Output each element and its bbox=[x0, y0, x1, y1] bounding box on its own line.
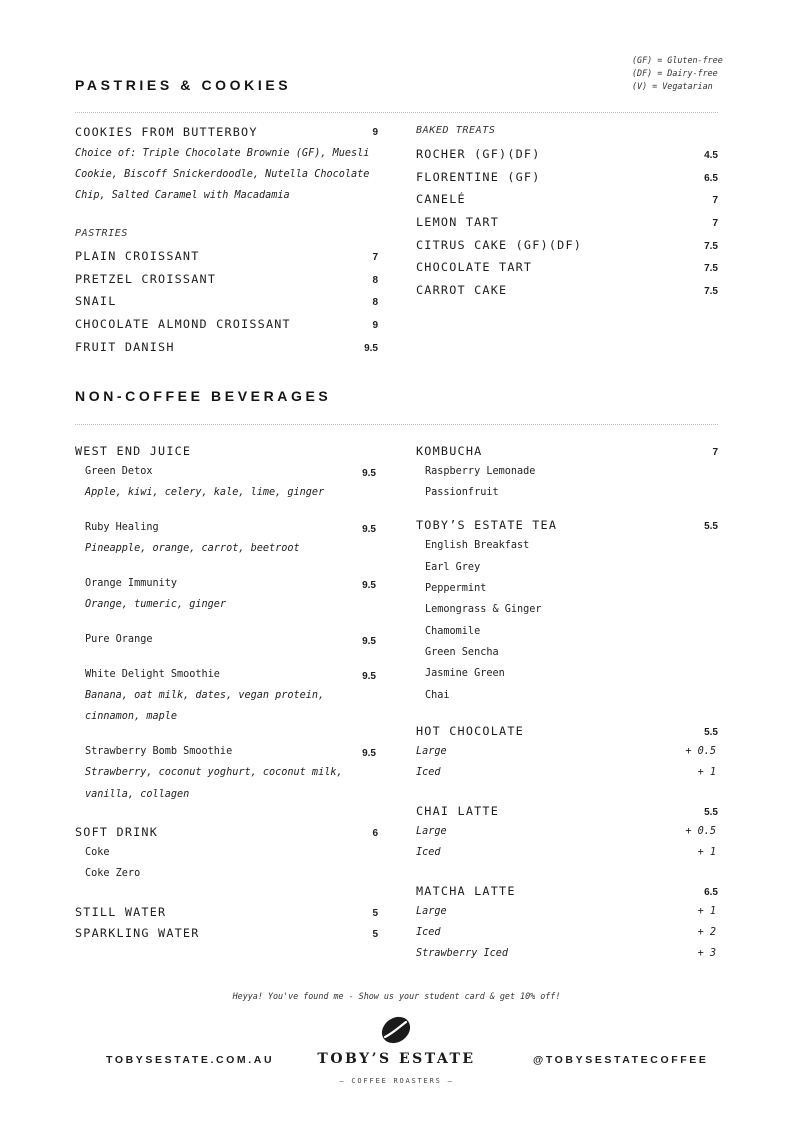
juice-description: vanilla, collagen bbox=[85, 789, 190, 800]
juice-description: Apple, kiwi, celery, kale, lime, ginger bbox=[85, 487, 325, 498]
coffee-bean-icon bbox=[379, 1014, 413, 1046]
item-description: Cookie, Biscoff Snickerdoodle, Nutella Chocolate bbox=[75, 169, 370, 180]
item-description: Chip, Salted Caramel with Macadamia bbox=[75, 190, 290, 201]
item-price: 5.5 bbox=[704, 521, 718, 532]
extra-price: + 1 bbox=[697, 767, 716, 778]
tea-option: Chai bbox=[425, 690, 450, 701]
item-price: 9 bbox=[372, 320, 378, 331]
extra-option: Large bbox=[416, 746, 447, 757]
item-price: 4.5 bbox=[704, 150, 718, 161]
item-price: 7 bbox=[712, 195, 718, 206]
dietary-legend bbox=[632, 54, 723, 93]
drink-option: Coke bbox=[85, 847, 110, 858]
item-name: FLORENTINE (GF) bbox=[416, 170, 541, 184]
item-name: CARROT CAKE bbox=[416, 283, 508, 297]
item-price: 9 bbox=[372, 127, 378, 138]
item-price: 5 bbox=[372, 929, 378, 940]
item-name: LEMON TART bbox=[416, 215, 500, 229]
item-price: 5 bbox=[372, 908, 378, 919]
item-name: PLAIN CROISSANT bbox=[75, 249, 200, 263]
tea-option: Chamomile bbox=[425, 626, 481, 637]
section-title-pastries: PASTRIES & COOKIES bbox=[75, 77, 292, 93]
item-name: CHAI LATTE bbox=[416, 804, 500, 818]
item-name: MATCHA LATTE bbox=[416, 884, 516, 898]
category-label: BAKED TREATS bbox=[416, 125, 496, 136]
tea-option: English Breakfast bbox=[425, 540, 530, 551]
tea-option: Green Sencha bbox=[425, 647, 499, 658]
item-name: CHOCOLATE ALMOND CROISSANT bbox=[75, 317, 291, 331]
item-price: 5.5 bbox=[704, 727, 718, 738]
section-divider bbox=[75, 112, 718, 113]
item-price: 9.5 bbox=[362, 636, 376, 647]
item-price: 9.5 bbox=[362, 671, 376, 682]
legend-item: (DF) = Dairy-free bbox=[632, 68, 718, 78]
drink-option: Raspberry Lemonade bbox=[425, 466, 536, 477]
extra-option: Iced bbox=[416, 767, 441, 778]
item-description: Choice of: Triple Chocolate Brownie (GF), Muesli bbox=[75, 148, 370, 159]
item-name: FRUIT DANISH bbox=[75, 340, 175, 354]
item-price: 6.5 bbox=[704, 173, 718, 184]
juice-name: White Delight Smoothie bbox=[85, 669, 220, 680]
juice-name: Green Detox bbox=[85, 466, 153, 477]
item-name: TOBY’S ESTATE TEA bbox=[416, 518, 558, 532]
item-price: 9.5 bbox=[362, 580, 376, 591]
section-divider bbox=[75, 424, 718, 425]
tea-option: Lemongrass & Ginger bbox=[425, 604, 542, 615]
website-link[interactable]: TOBYSESTATE.COM.AU bbox=[106, 1054, 275, 1066]
extra-option: Large bbox=[416, 826, 447, 837]
item-price: 9.5 bbox=[362, 748, 376, 759]
legend-item: (V) = Vegatarian bbox=[632, 81, 713, 91]
legend-item: (GF) = Gluten-free bbox=[632, 55, 723, 65]
juice-name: Ruby Healing bbox=[85, 522, 159, 533]
category-label: PASTRIES bbox=[75, 228, 128, 239]
extra-option: Strawberry Iced bbox=[416, 948, 509, 959]
item-name: SNAIL bbox=[75, 294, 117, 308]
student-discount-note: Heyya! You've found me - Show us your student card & get 10% off! bbox=[232, 991, 561, 1001]
social-handle-link[interactable]: @TOBYSESTATECOFFEE bbox=[533, 1054, 709, 1066]
juice-name: Strawberry Bomb Smoothie bbox=[85, 746, 233, 757]
drink-option: Passionfruit bbox=[425, 487, 499, 498]
item-price: 9.5 bbox=[362, 468, 376, 479]
item-price: 7.5 bbox=[704, 241, 718, 252]
item-price: 9.5 bbox=[364, 343, 378, 354]
item-price: 6.5 bbox=[704, 887, 718, 898]
extra-price: + 3 bbox=[697, 948, 716, 959]
item-price: 8 bbox=[372, 275, 378, 286]
extra-price: + 0.5 bbox=[685, 826, 716, 837]
item-name: HOT CHOCOLATE bbox=[416, 724, 524, 738]
item-name: WEST END JUICE bbox=[75, 444, 192, 458]
tea-option: Peppermint bbox=[425, 583, 487, 594]
item-price: 6 bbox=[372, 828, 378, 839]
juice-description: Pineapple, orange, carrot, beetroot bbox=[85, 543, 300, 554]
extra-option: Iced bbox=[416, 847, 441, 858]
item-name: COOKIES FROM BUTTERBOY bbox=[75, 125, 258, 139]
extra-option: Iced bbox=[416, 927, 441, 938]
item-price: 8 bbox=[372, 297, 378, 308]
item-name: STILL WATER bbox=[75, 905, 167, 919]
item-name: CITRUS CAKE (GF)(DF) bbox=[416, 238, 583, 252]
item-price: 7.5 bbox=[704, 263, 718, 274]
juice-description: cinnamon, maple bbox=[85, 711, 178, 722]
extra-price: + 1 bbox=[697, 847, 716, 858]
item-name: CANELÉ bbox=[416, 192, 466, 206]
item-price: 7.5 bbox=[704, 286, 718, 297]
item-price: 9.5 bbox=[362, 524, 376, 535]
item-price: 7 bbox=[372, 252, 378, 263]
item-name: SOFT DRINK bbox=[75, 825, 159, 839]
item-price: 7 bbox=[712, 218, 718, 229]
extra-option: Large bbox=[416, 906, 447, 917]
item-price: 5.5 bbox=[704, 807, 718, 818]
drink-option: Coke Zero bbox=[85, 868, 141, 879]
juice-name: Orange Immunity bbox=[85, 578, 178, 589]
item-name: SPARKLING WATER bbox=[75, 926, 200, 940]
brand-wordmark: TOBY’S ESTATE bbox=[317, 1051, 476, 1067]
juice-description: Strawberry, coconut yoghurt, coconut milk, bbox=[85, 767, 343, 778]
juice-description: Banana, oat milk, dates, vegan protein, bbox=[85, 690, 325, 701]
juice-name: Pure Orange bbox=[85, 634, 153, 645]
juice-description: Orange, tumeric, ginger bbox=[85, 599, 227, 610]
item-name: PRETZEL CROISSANT bbox=[75, 272, 217, 286]
section-title-beverages: NON-COFFEE BEVERAGES bbox=[75, 388, 332, 404]
extra-price: + 0.5 bbox=[685, 746, 716, 757]
extra-price: + 2 bbox=[697, 927, 716, 938]
item-name: ROCHER (GF)(DF) bbox=[416, 147, 541, 161]
item-name: KOMBUCHA bbox=[416, 444, 483, 458]
brand-tagline: — COFFEE ROASTERS — bbox=[339, 1077, 454, 1085]
tea-option: Jasmine Green bbox=[425, 668, 505, 679]
item-name: CHOCOLATE TART bbox=[416, 260, 533, 274]
extra-price: + 1 bbox=[697, 906, 716, 917]
tea-option: Earl Grey bbox=[425, 562, 481, 573]
item-price: 7 bbox=[712, 447, 718, 458]
